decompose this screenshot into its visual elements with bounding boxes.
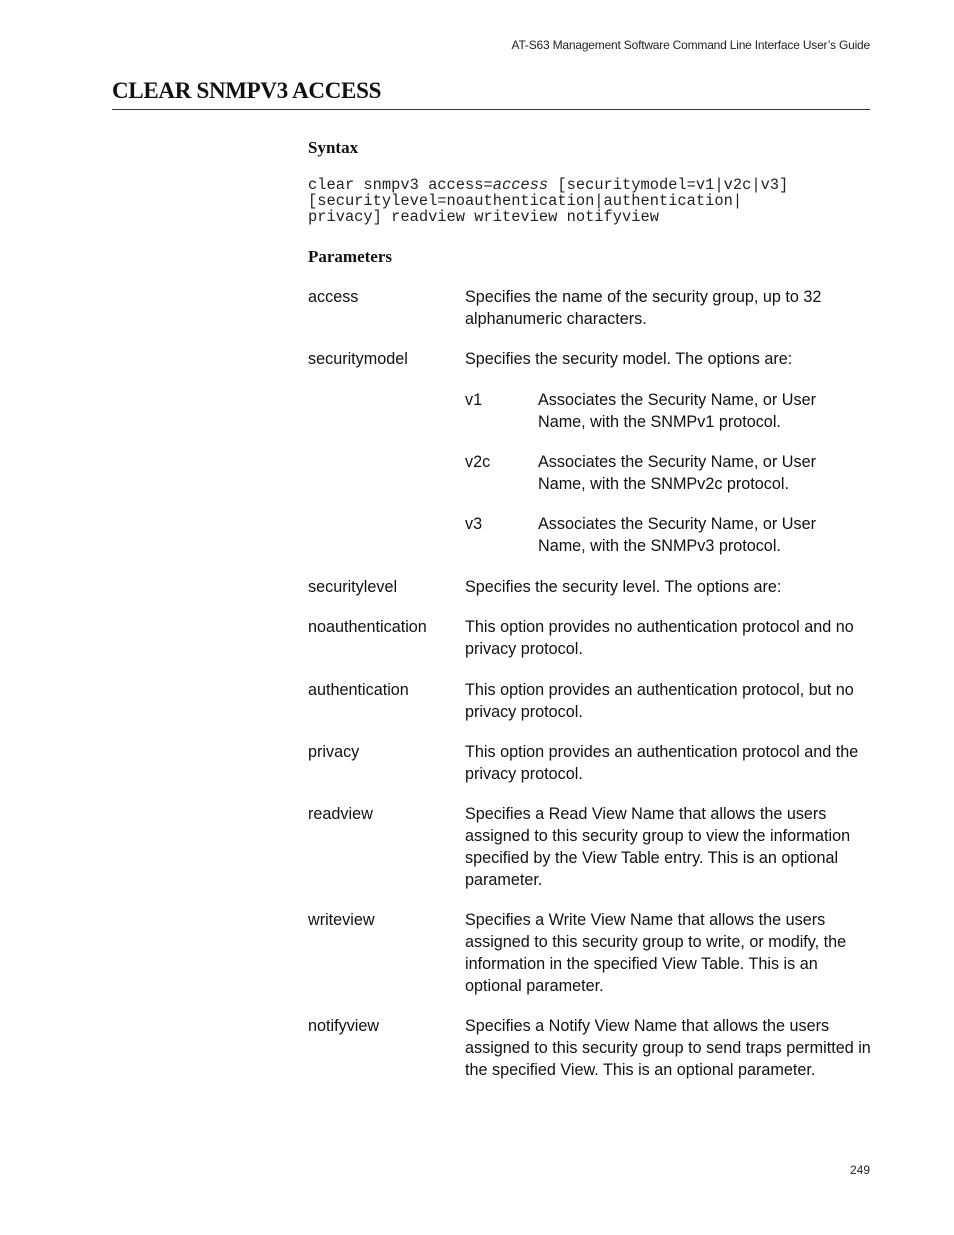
running-header: AT-S63 Management Software Command Line Interface User’s Guide xyxy=(511,38,870,52)
param-authentication-desc: This option provides an authentication protocol, but no privacy protocol. xyxy=(465,681,854,721)
syntax-line3: privacy] readview writeview notifyview xyxy=(308,208,659,226)
param-notifyview-name: notifyview xyxy=(308,1017,380,1035)
syntax-access-variable: access xyxy=(492,176,549,194)
syntax-block xyxy=(308,177,788,225)
option-v3-name: v3 xyxy=(465,515,483,533)
page-title: CLEAR SNMPV3 ACCESS xyxy=(112,78,382,103)
param-notifyview-desc: Specifies a Notify View Name that allows the users assigned to this security group to send traps permitted in the specified View. This is an optional parameter. xyxy=(465,1017,871,1079)
syntax-line1-prefix: clear snmpv3 access= xyxy=(308,176,493,194)
title-rule xyxy=(112,109,870,110)
option-v1-name: v1 xyxy=(465,391,483,409)
param-securitylevel-desc: Specifies the security level. The options are: xyxy=(465,578,782,596)
param-privacy-name: privacy xyxy=(308,743,360,761)
param-noauthentication-name: noauthentication xyxy=(308,618,427,636)
option-v2c-desc: Associates the Security Name, or User Name, with the SNMPv2c protocol. xyxy=(538,453,816,493)
param-securitymodel-desc: Specifies the security model. The options are: xyxy=(465,350,793,368)
param-access-name: access xyxy=(308,288,359,306)
option-v3-desc: Associates the Security Name, or User Name, with the SNMPv3 protocol. xyxy=(538,515,816,555)
param-writeview-desc: Specifies a Write View Name that allows the users assigned to this security group to write, or modify, the information in the specified View Table. This is an optional parameter. xyxy=(465,911,847,995)
param-access-desc: Specifies the name of the security group, up to 32 alphanumeric characters. xyxy=(465,288,822,328)
syntax-heading: Syntax xyxy=(308,138,359,157)
param-privacy-desc: This option provides an authentication protocol and the privacy protocol. xyxy=(465,743,859,783)
option-v2c-name: v2c xyxy=(465,453,491,471)
param-writeview-name: writeview xyxy=(308,911,375,929)
option-v1-desc: Associates the Security Name, or User Name, with the SNMPv1 protocol. xyxy=(538,391,816,431)
param-securitylevel-name: securitylevel xyxy=(308,578,398,596)
param-authentication-name: authentication xyxy=(308,681,409,699)
page-number: 249 xyxy=(849,1163,870,1177)
param-noauthentication-desc: This option provides no authentication protocol and no privacy protocol. xyxy=(465,618,854,658)
param-securitymodel-name: securitymodel xyxy=(308,350,408,368)
param-readview-desc: Specifies a Read View Name that allows the users assigned to this security group to view the information specified by the View Table entry. This is an optional parameter. xyxy=(465,805,851,889)
parameters-heading: Parameters xyxy=(308,247,393,266)
syntax-line2: [securitylevel=noauthentication|authentication| xyxy=(308,192,743,210)
syntax-line1-suffix: [securitymodel=v1|v2c|v3] xyxy=(548,176,789,194)
param-readview-name: readview xyxy=(308,805,373,823)
